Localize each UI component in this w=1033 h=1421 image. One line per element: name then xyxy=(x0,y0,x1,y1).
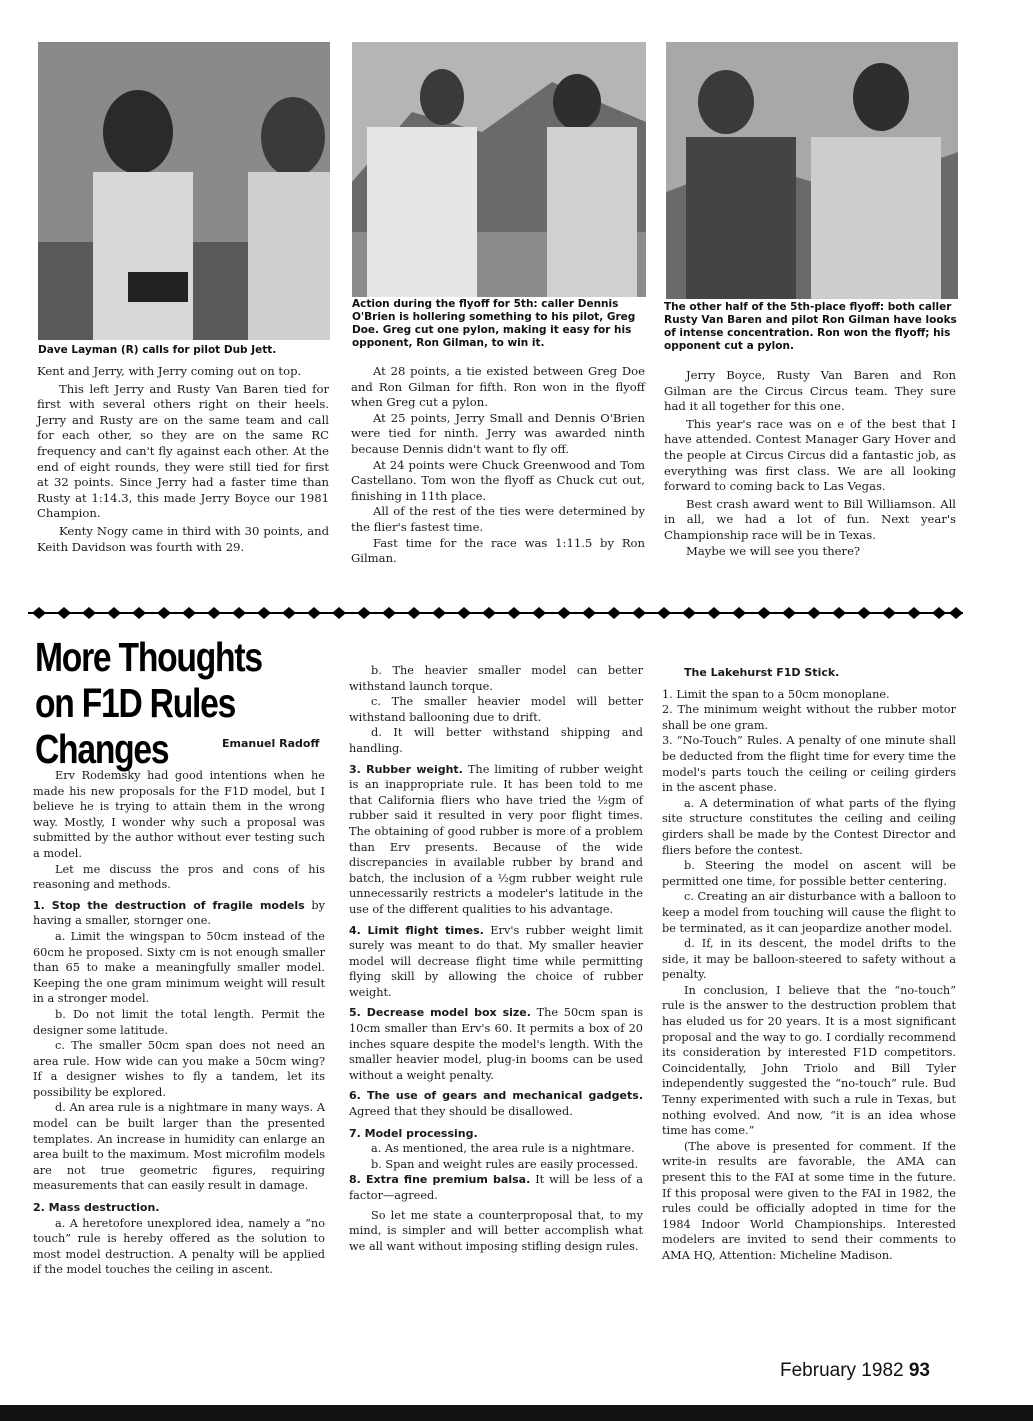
section-heading: 6. The use of gears and mechanical gadgets. xyxy=(349,1089,643,1103)
rule-3d: d. If, in its descent, the model drifts to the side, it may be balloon-steered to safety without a penalty. xyxy=(662,937,956,982)
section-3 xyxy=(349,762,643,918)
photo-2-image xyxy=(352,42,646,297)
section-heading: 1. Stop the destruction of fragile models xyxy=(33,898,305,912)
paragraph: c. The smaller 50cm span does not need an area rule. How wide can you make a 50cm wing? If a designer wishes to fly a tandem, let its possibility be explored. xyxy=(33,1039,325,1099)
paragraph: Fast time for the race was 1:11.5 by Ron Gilman. xyxy=(351,535,645,566)
photo-flyoff-5th xyxy=(352,42,646,297)
scan-edge xyxy=(0,1405,1033,1421)
section-4 xyxy=(349,923,643,1001)
paragraph: So let me state a counterproposal that, to my mind, is simpler and will better accomplish what we all want without imposing stifling design rules. xyxy=(349,1208,643,1253)
photo-2-caption: Action during the flyoff for 5th: caller Dennis O'Brien is hollering something to his pilot, Greg Doe. Greg cut one pylon, making it easy for his opponent, Ron Gilman, to win it. xyxy=(352,298,636,349)
section-text: The limiting of rubber weight is an inappropriate rule. It has been told to me that California fliers who have tried the ½gm of rubber said it resulted in very poor flight times. The obtaining of good rubber is more of a problem than Erv presents. Because of the wide discrepancies in available rubber by brand and batch, the inclusion of a ½gm rubber weight rule unnecessarily restricts a modeler's latitude in the use of the different qualities to his advantage. xyxy=(349,762,643,916)
rule-3: 3. “No-Touch” Rules. A penalty of one minute shall be deducted from the flight time for every time the model's parts touch the ceiling or ceiling girders in the ascent phase. xyxy=(662,734,956,795)
ornamental-divider xyxy=(28,606,963,620)
section-heading: 4. Limit flight times. xyxy=(349,923,484,937)
section-text: The 50cm span is 10cm smaller than Erv's 60. It permits a box of 20 inches square despite the model's length. With the smaller heavier model, plug-in booms can be used without a weight penalty. xyxy=(349,1006,643,1082)
paragraph: c. The smaller heavier model will better withstand ballooning due to drift. xyxy=(349,695,643,724)
photo-3-image xyxy=(666,42,958,299)
article-column-2 xyxy=(349,663,643,1254)
rule-2: 2. The minimum weight without the rubber motor shall be one gram. xyxy=(662,703,956,732)
photo-other-half xyxy=(666,42,958,299)
paragraph: Kent and Jerry, with Jerry coming out on top. xyxy=(37,364,302,378)
section-heading: 7. Model processing. xyxy=(349,1126,478,1140)
paragraph: At 24 points were Chuck Greenwood and Tom Castellano. Tom won the flyoff as Chuck cut out, finishing in 11th place. xyxy=(351,457,645,503)
photo-dave-layman xyxy=(38,42,330,340)
section-text: Erv's rubber weight limit surely was meant to do that. My smaller heavier model will decrease flight time while permitting flying skill by allowing the choice of rubber weight. xyxy=(349,923,643,999)
section-text: Agreed that they should be disallowed. xyxy=(349,1105,573,1119)
paragraph: a. A heretofore unexplored idea, namely a “no touch” rule is hereby offered as the solution to most model destruction. A penalty will be applied if the model touches the ceiling in ascent. xyxy=(33,1216,325,1277)
photo-1-image xyxy=(38,42,330,340)
paragraph: b. Span and weight rules are easily processed. xyxy=(371,1157,639,1171)
paragraph: Maybe we will see you there? xyxy=(686,543,861,558)
paragraph: d. It will better withstand shipping and handling. xyxy=(349,726,643,755)
page-number: 93 xyxy=(908,1360,930,1381)
issue-date: February 1982 xyxy=(780,1360,904,1381)
section-heading: 2. Mass destruction. xyxy=(33,1201,160,1215)
section-6 xyxy=(349,1088,643,1119)
paragraph: Let me discuss the pros and cons of his reasoning and methods. xyxy=(33,862,325,892)
article-byline: Emanuel Radoff xyxy=(222,737,320,750)
paragraph: Kenty Nogy came in third with 30 points, and Keith Davidson was fourth with 29. xyxy=(37,523,329,554)
photo-1-caption: Dave Layman (R) calls for pilot Dub Jett. xyxy=(38,344,277,356)
page-footer xyxy=(780,1360,930,1382)
section-8 xyxy=(349,1172,643,1203)
paragraph: This year's race was on e of the best that I have attended. Contest Manager Gary Hover and the people at Circus Circus did a fantastic job, as everything was first class. We are all looking forward to coming back to Las Vegas. xyxy=(664,416,956,494)
section-heading: 8. Extra fine premium balsa. xyxy=(349,1173,531,1187)
rule-3a: a. A determination of what parts of the flying site structure constitutes the ceiling and ceiling girders shall be made by the Contest Director and fliers before the contest. xyxy=(662,796,956,857)
section-text: by having a smaller, stornger one. xyxy=(33,898,325,928)
paragraph: This left Jerry and Rusty Van Baren tied for first with several others right on their heels. Jerry and Rusty are on the same team and call for each other, so they are on the same RC frequency and can't fly against each other. At the end of eight rounds, they were still tied for first at 32 points. Since Jerry had a faster time than Rusty at 1:14.3, this made Jerry Boyce our 1981 Champion. xyxy=(37,381,329,521)
paragraph: a. As mentioned, the area rule is a nightmare. xyxy=(371,1142,635,1156)
paragraph: Best crash award went to Bill Williamson. All in all, we had a lot of fun. Next year's Championship race will be in Texas. xyxy=(664,496,956,542)
rule-3c: c. Creating an air disturbance with a balloon to keep a model from touching will cause the flight to be terminated, as it can jeopardize another model. xyxy=(662,890,956,935)
section-5 xyxy=(349,1005,643,1083)
article-headline: More Thoughts on F1D Rules Changes xyxy=(35,634,262,772)
rule-1: 1. Limit the span to a 50cm monoplane. xyxy=(662,687,890,701)
section-text: It will be less of a factor—agreed. xyxy=(349,1173,643,1202)
article-column-3 xyxy=(662,665,956,1264)
rule-3b: b. Steering the model on ascent will be permitted one time, for possible better centering. xyxy=(662,859,956,888)
paragraph: b. The heavier smaller model can better withstand launch torque. xyxy=(349,664,643,693)
paragraph: (The above is presented for comment. If the write-in results are favorable, the AMA can present this to the FAI at some time in the future. If this proposal were given to the FAI in 1982, the rules could be officially adopted in time for the 1984 Indoor World Championships. Interested modelers are invited to send their comments to AMA HQ, Attention: Micheline Madison. xyxy=(662,1139,956,1262)
paragraph: Jerry Boyce, Rusty Van Baren and Ron Gilman are the Circus Circus team. They sure had it all together for this one. xyxy=(664,368,956,414)
paragraph: d. An area rule is a nightmare in many ways. A model can be built larger than the presented templates. An increase in humidity can enlarge an area built to the maximum. Most microfilm models are not true geometric figures, requiring measurements that can easily result in damage. xyxy=(33,1101,325,1193)
proposal-heading: The Lakehurst F1D Stick. xyxy=(684,666,840,679)
photo-3-caption: The other half of the 5th-place flyoff: both caller Rusty Van Baren and pilot Ron Gilman have looks of intense concentration. Ron won the flyoff; his opponent cut a pylon. xyxy=(664,301,957,352)
paragraph: Erv Rodemsky had good intentions when he made his new proposals for the F1D model, but I believe he is trying to attain them in the wrong way. Mostly, I wonder why such a proposal was submitted by the author without ever testing such a model. xyxy=(33,769,325,860)
paragraph: b. Do not limit the total length. Permit the designer some latitude. xyxy=(33,1007,325,1037)
paragraph: At 28 points, a tie existed between Greg Doe and Ron Gilman for fifth. Ron won in the flyoff when Greg cut a pylon. xyxy=(351,364,645,410)
paragraph: All of the rest of the ties were determined by the flier's fastest time. xyxy=(351,504,645,534)
top-article-column-1 xyxy=(37,364,329,555)
paragraph: In conclusion, I believe that the “no-touch” rule is the answer to the destruction problem that has eluded us for 20 years. It is a most significant proposal and the way to go. I cordially recommend its consideration by interested F1D competitors. Coincidentally, John Triolo and Bill Tyler independently suggested the “no-touch” rule. Bud Tenny experimented with such a rule in Texas, but nothing evolved. And now, “it is an idea whose time has come.” xyxy=(662,983,956,1138)
paragraph: a. Limit the wingspan to 50cm instead of the 60cm he proposed. Sixty cm is not enough smaller than 65 to make a meaningfully smaller model. Keeping the one gram minimum weight will result in a stronger model. xyxy=(33,929,325,1006)
article-column-1 xyxy=(33,768,325,1278)
section-heading: 3. Rubber weight. xyxy=(349,762,463,776)
section-1 xyxy=(33,898,325,929)
paragraph: At 25 points, Jerry Small and Dennis O'Brien were tied for ninth. Jerry was awarded ninth because Dennis didn't want to fly off. xyxy=(351,410,645,456)
section-heading: 5. Decrease model box size. xyxy=(349,1006,531,1020)
top-article-column-3 xyxy=(664,368,956,559)
top-article-column-2 xyxy=(351,364,645,567)
